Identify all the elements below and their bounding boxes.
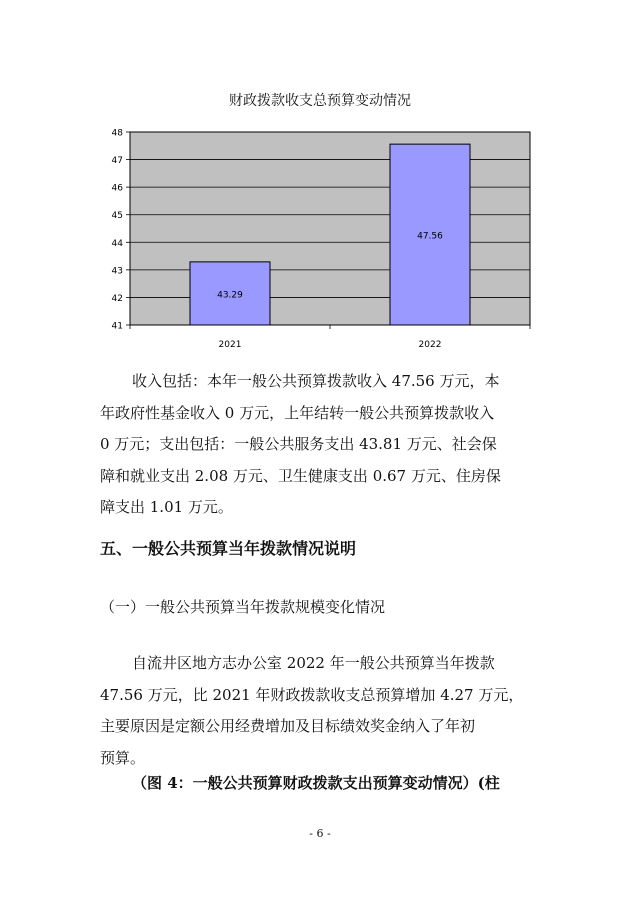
- subsection-heading: （一）一般公共预算当年拨款规模变化情况: [100, 598, 386, 616]
- budget-change-paragraph: [100, 648, 548, 774]
- paragraph-line: 预算。: [100, 748, 146, 767]
- section-heading: 五、一般公共预算当年拨款情况说明: [100, 539, 357, 558]
- paragraph-line: 自流井区地方志办公室 2022 年一般公共预算当年拨款: [132, 654, 495, 672]
- paragraph-line: 年政府性基金收入 0 万元，上年结转一般公共预算拨款收入: [100, 403, 495, 422]
- page-number: - 6 -: [309, 827, 331, 840]
- paragraph-line: 障和就业支出 2.08 万元、卫生健康支出 0.67 万元、住房保: [100, 466, 501, 485]
- y-tick-label: 44: [111, 238, 123, 249]
- bar-value-label: 47.56: [417, 231, 443, 242]
- income-expenditure-paragraph: [100, 366, 548, 524]
- y-tick-label: 42: [111, 293, 123, 304]
- y-tick-label: 48: [111, 128, 123, 139]
- paragraph-line: 障支出 1.01 万元。: [100, 498, 233, 516]
- chart-title: 财政拨款收支总预算变动情况: [229, 93, 411, 109]
- y-tick-label: 47: [111, 156, 123, 167]
- paragraph-line: 收入包括：本年一般公共预算拨款收入 47.56 万元，本: [132, 372, 500, 390]
- bar-value-label: 43.29: [217, 290, 243, 301]
- paragraph-line: 主要原因是定额公用经费增加及目标绩效奖金纳入了年初: [100, 717, 476, 735]
- y-tick-label: 45: [111, 211, 123, 222]
- figure-caption: （图 4：一般公共预算财政拨款支出预算变动情况）(柱: [132, 774, 500, 792]
- paragraph-line: 47.56 万元，比 2021 年财政拨款收支总预算增加 4.27 万元，: [100, 685, 524, 704]
- y-tick-label: 46: [111, 183, 123, 194]
- x-tick-label: 2022: [418, 340, 442, 350]
- paragraph-line: 0 万元；支出包括：一般公共服务支出 43.81 万元、社会保: [100, 435, 497, 453]
- y-tick-label: 43: [111, 266, 123, 277]
- bar-chart: [100, 120, 540, 350]
- y-tick-label: 41: [111, 321, 123, 332]
- x-tick-label: 2021: [218, 340, 242, 350]
